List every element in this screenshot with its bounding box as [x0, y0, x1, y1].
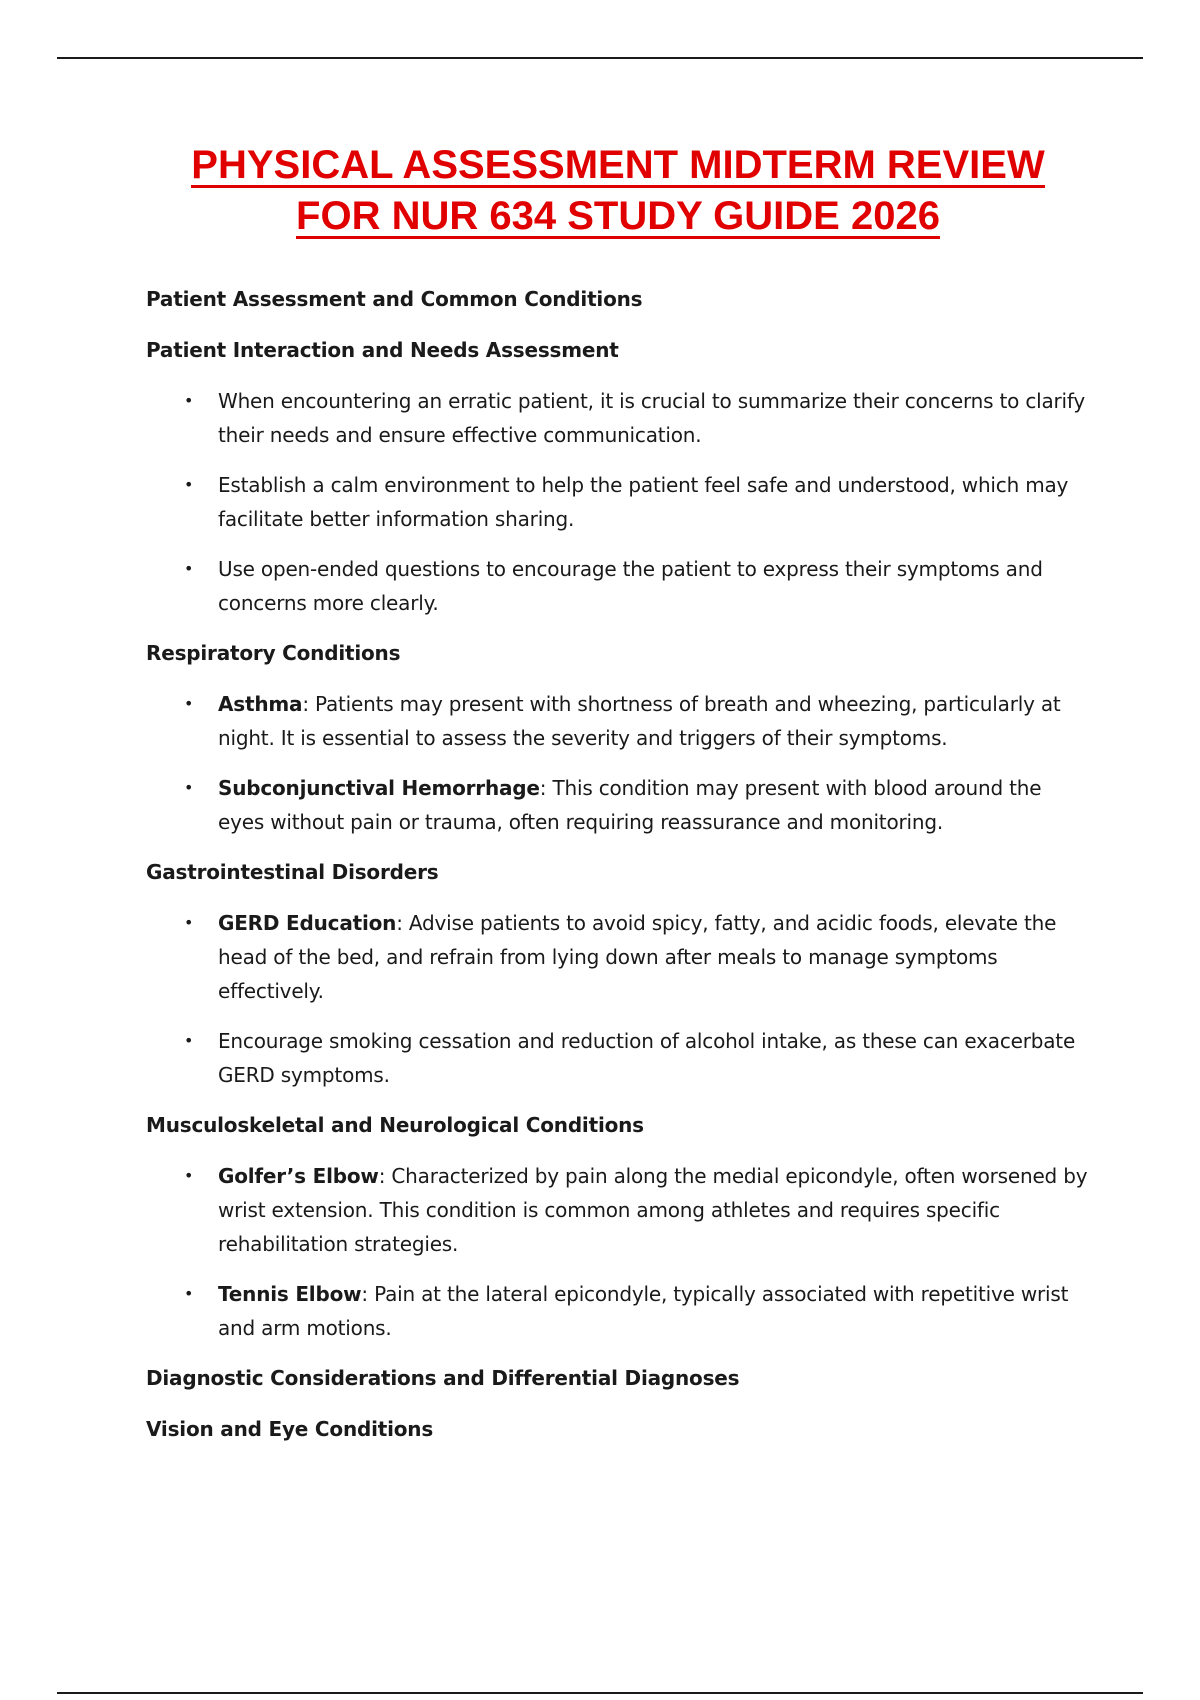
list-item-text: : Characterized by pain along the medial epicondyle, often worsened by wrist extension. This condition is common among athletes and requires specific rehabilitation strategies. — [218, 1164, 1088, 1256]
list-item — [146, 906, 1091, 1008]
list-item-text: Establish a calm environment to help the patient feel safe and understood, which may facilitate better information sharing. — [218, 473, 1069, 531]
document-title — [0, 142, 1200, 244]
section-heading-respiratory: Respiratory Conditions — [146, 641, 401, 665]
list-item — [146, 1024, 1091, 1092]
section-heading-musculoskeletal: Musculoskeletal and Neurological Conditions — [146, 1113, 644, 1137]
title-line-1: PHYSICAL ASSESSMENT MIDTERM REVIEW — [191, 143, 1045, 187]
bullet-icon: • — [184, 475, 194, 494]
list-item — [146, 384, 1091, 452]
list-item-term: Asthma — [218, 692, 303, 716]
list-item-text: : This condition may present with blood around the eyes without pain or trauma, often requiring reassurance and monitoring. — [218, 776, 1042, 834]
section-heading-patient-interaction: Patient Interaction and Needs Assessment — [146, 338, 619, 362]
bottom-rule — [57, 1692, 1143, 1694]
list-item-term: GERD Education — [218, 911, 397, 935]
bullet-icon: • — [184, 1031, 194, 1050]
bullet-icon: • — [184, 391, 194, 410]
patient-interaction-list — [146, 384, 1091, 620]
bullet-icon: • — [184, 1166, 194, 1185]
list-item-text: : Patients may present with shortness of breath and wheezing, particularly at night. It is essential to assess the severity and triggers of their symptoms. — [218, 692, 1061, 750]
list-item — [146, 1159, 1091, 1261]
list-item-term: Tennis Elbow — [218, 1282, 362, 1306]
list-item-term: Golfer’s Elbow — [218, 1164, 379, 1188]
bullet-icon: • — [184, 559, 194, 578]
list-item-text: : Pain at the lateral epicondyle, typically associated with repetitive wrist and arm motions. — [218, 1282, 1069, 1340]
bullet-icon: • — [184, 913, 194, 932]
section-heading-gastrointestinal: Gastrointestinal Disorders — [146, 860, 439, 884]
list-item — [146, 687, 1091, 755]
list-item — [146, 468, 1091, 536]
gastrointestinal-list — [146, 906, 1091, 1092]
list-item-text: When encountering an erratic patient, it is crucial to summarize their concerns to clarify their needs and ensure effective communication. — [218, 389, 1086, 447]
musculoskeletal-list — [146, 1159, 1091, 1345]
respiratory-list — [146, 687, 1091, 839]
section-heading-vision: Vision and Eye Conditions — [146, 1417, 434, 1441]
list-item-text: Use open-ended questions to encourage the patient to express their symptoms and concerns more clearly. — [218, 557, 1043, 615]
section-heading-diagnostic: Diagnostic Considerations and Differential Diagnoses — [146, 1366, 740, 1390]
section-heading-patient-assessment: Patient Assessment and Common Conditions — [146, 287, 643, 311]
list-item-text: Encourage smoking cessation and reduction of alcohol intake, as these can exacerbate GERD symptoms. — [218, 1029, 1076, 1087]
list-item-term: Subconjunctival Hemorrhage — [218, 776, 540, 800]
list-item — [146, 552, 1091, 620]
top-rule — [57, 57, 1143, 59]
bullet-icon: • — [184, 778, 194, 797]
list-item — [146, 1277, 1091, 1345]
document-body — [146, 282, 1091, 1463]
list-item-text: : Advise patients to avoid spicy, fatty, and acidic foods, elevate the head of the bed, and refrain from lying down after meals to manage symptoms effectively. — [218, 911, 1057, 1003]
list-item — [146, 771, 1091, 839]
title-line-2: FOR NUR 634 STUDY GUIDE 2026 — [296, 194, 940, 238]
bullet-icon: • — [184, 1284, 194, 1303]
bullet-icon: • — [184, 694, 194, 713]
